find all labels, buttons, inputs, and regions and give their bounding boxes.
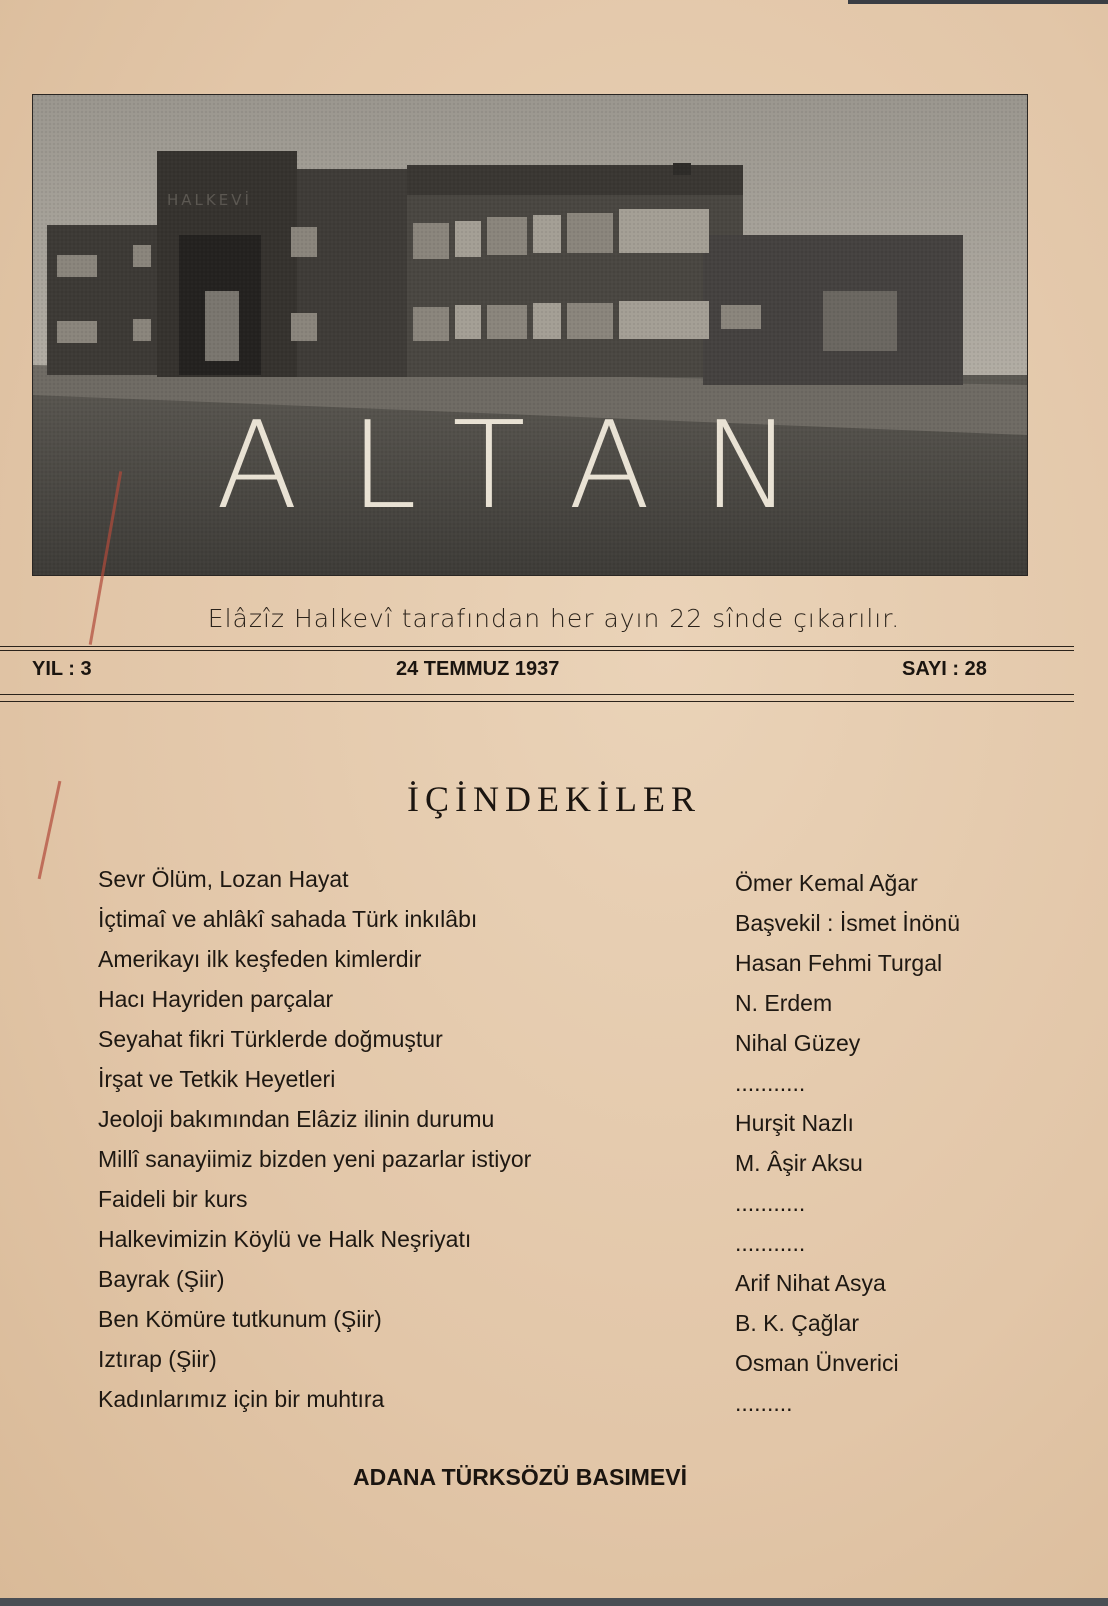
toc-entry-author: Arif Nihat Asya — [735, 1270, 886, 1296]
toc-entry-title: Iztırap (Şiir) — [98, 1346, 217, 1372]
toc-entry — [98, 866, 998, 906]
toc-entry — [98, 1226, 998, 1266]
divider — [0, 701, 1074, 702]
divider — [0, 694, 1074, 695]
toc-entry — [98, 1346, 998, 1386]
table-of-contents — [98, 866, 998, 1426]
toc-entry-author: ........... — [735, 1190, 806, 1216]
issue-date: 24 TEMMUZ 1937 — [396, 658, 560, 680]
toc-entry-title: Bayrak (Şiir) — [98, 1266, 225, 1292]
toc-entry-author: Başvekil : İsmet İnönü — [735, 910, 960, 936]
toc-entry-title: Halkevimizin Köylü ve Halk Neşriyatı — [98, 1226, 472, 1252]
toc-entry-title: Faideli bir kurs — [98, 1186, 248, 1212]
toc-heading: İÇİNDEKİLER — [407, 779, 701, 819]
toc-entry — [98, 946, 998, 986]
printer-imprint: ADANA TÜRKSÖZÜ BASIMEVİ — [353, 1464, 687, 1490]
scan-edge-bottom — [0, 1598, 1108, 1606]
toc-entry-title: Ben Kömüre tutkunum (Şiir) — [98, 1306, 382, 1332]
toc-entry-author: ........... — [735, 1230, 806, 1256]
toc-entry-title: Kadınlarımız için bir muhtıra — [98, 1386, 385, 1412]
toc-entry-author: Osman Ünverici — [735, 1350, 899, 1376]
toc-entry — [98, 986, 998, 1026]
divider — [0, 646, 1074, 647]
issue-number: SAYI : 28 — [902, 658, 987, 680]
issue-year: YIL : 3 — [32, 658, 92, 680]
toc-entry — [98, 1386, 998, 1426]
toc-entry — [98, 1146, 998, 1186]
toc-entry-author: M. Âşir Aksu — [735, 1150, 863, 1176]
toc-entry — [98, 1186, 998, 1226]
toc-entry — [98, 1306, 998, 1346]
issue-info-row — [0, 658, 1074, 688]
publication-tagline: Elâzîz Halkevî tarafından her ayın 22 sînde çıkarılır. — [207, 604, 901, 633]
toc-entry-title: Seyahat fikri Türklerde doğmuştur — [98, 1026, 443, 1052]
toc-entry — [98, 1266, 998, 1306]
toc-entry-author: ........... — [735, 1070, 806, 1096]
toc-entry — [98, 1066, 998, 1106]
toc-entry-author: Nihal Güzey — [735, 1030, 861, 1056]
toc-entry — [98, 906, 998, 946]
toc-entry-title: Sevr Ölüm, Lozan Hayat — [98, 866, 349, 892]
toc-entry-author: B. K. Çağlar — [735, 1310, 859, 1336]
toc-entry-title: Amerikayı ilk keşfeden kimlerdir — [98, 946, 422, 972]
scan-edge-top — [848, 0, 1108, 4]
toc-entry — [98, 1026, 998, 1066]
masthead-title: ALTAN — [215, 397, 845, 536]
toc-entry-title: Jeoloji bakımından Elâziz ilinin durumu — [98, 1106, 495, 1132]
toc-entry-author: ......... — [735, 1390, 793, 1416]
halkevi-building-photo — [33, 95, 1027, 575]
divider — [0, 650, 1074, 651]
toc-entry-title: Millî sanayiimiz bizden yeni pazarlar istiyor — [98, 1146, 532, 1172]
toc-entry-title: İrşat ve Tetkik Heyetleri — [98, 1066, 336, 1092]
toc-entry-author: Hurşit Nazlı — [735, 1110, 854, 1136]
toc-entry-title: İçtimaî ve ahlâkî sahada Türk inkılâbı — [98, 906, 478, 932]
toc-entry-title: Hacı Hayriden parçalar — [98, 986, 334, 1012]
cover-photo — [32, 94, 1028, 576]
toc-entry-author: Ömer Kemal Ağar — [735, 870, 918, 896]
toc-entry-author: N. Erdem — [735, 990, 833, 1016]
toc-entry — [98, 1106, 998, 1146]
toc-entry-author: Hasan Fehmi Turgal — [735, 950, 943, 976]
